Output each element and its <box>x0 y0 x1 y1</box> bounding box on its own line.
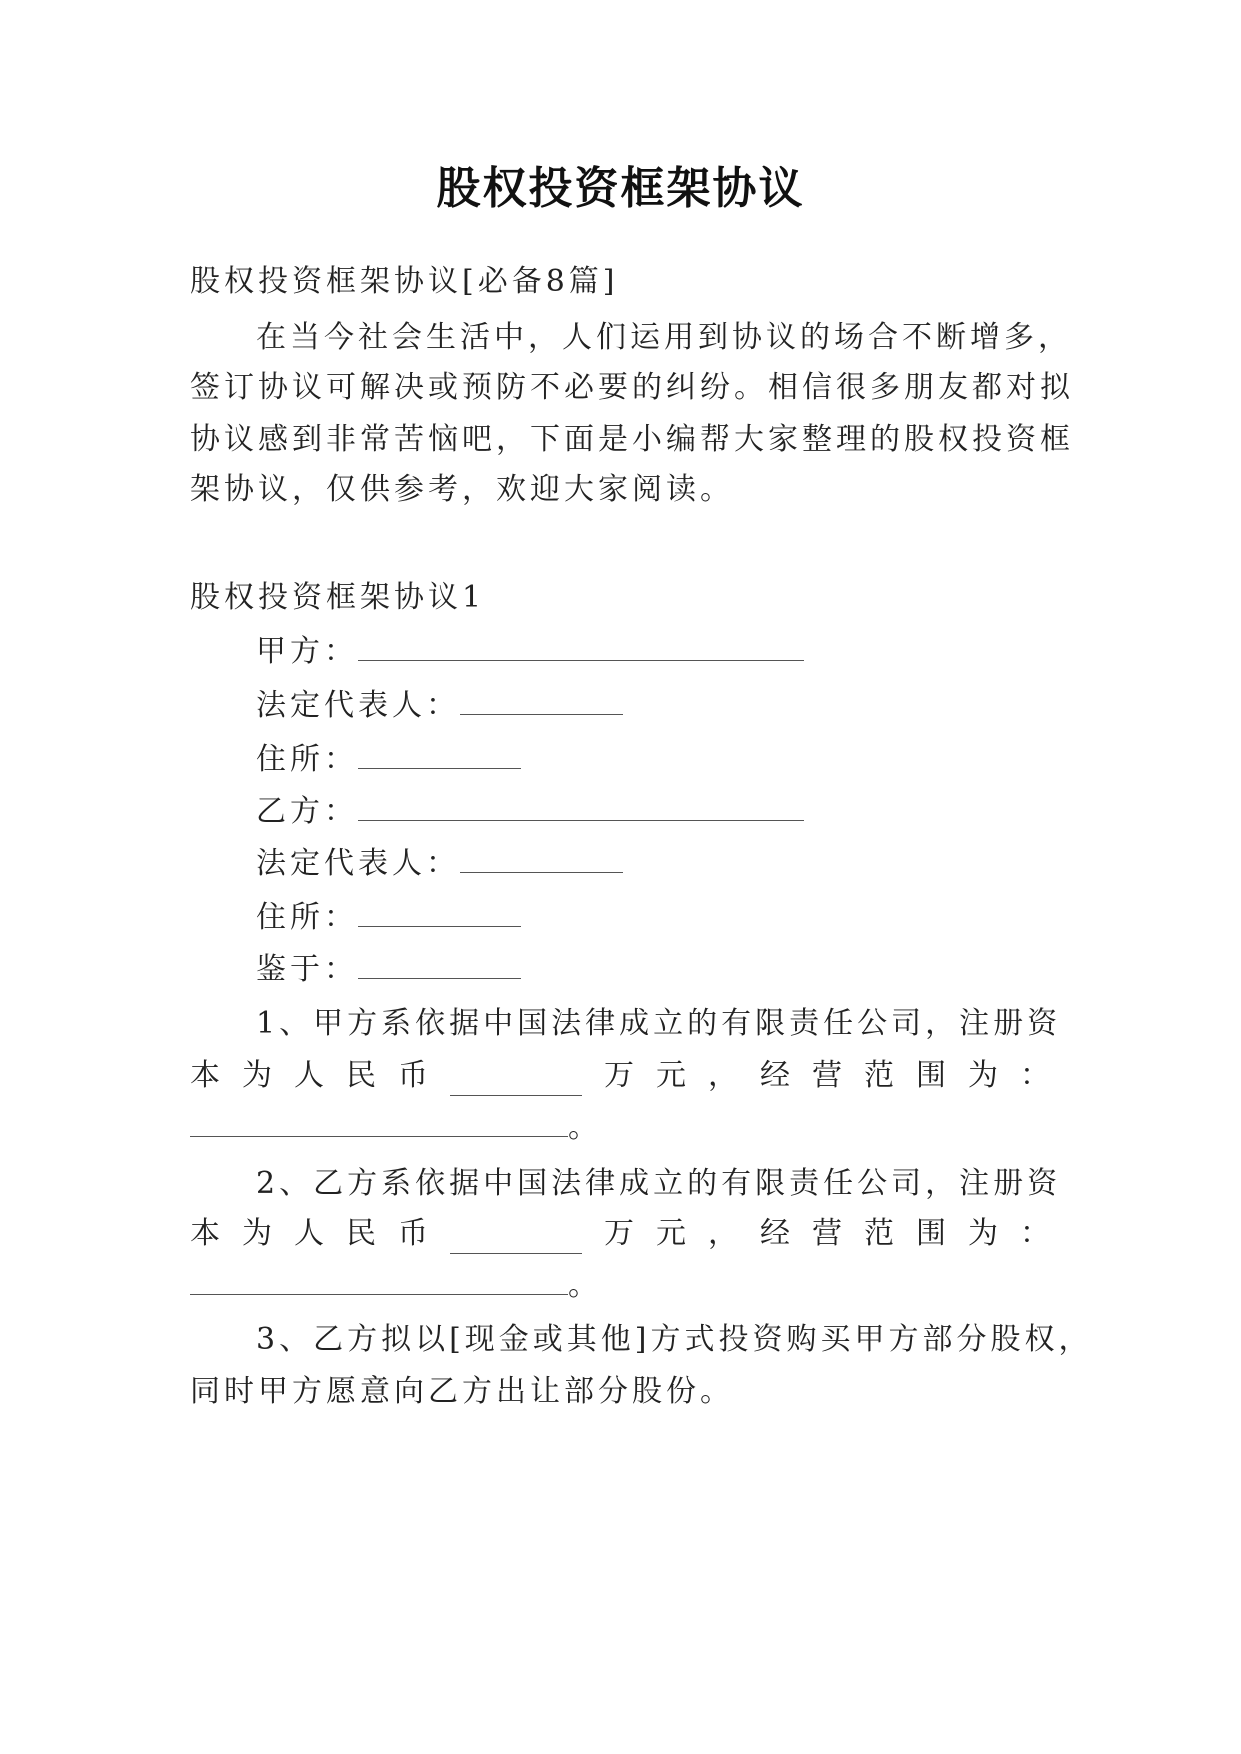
clause-1-word: 为 <box>242 1058 272 1093</box>
section-heading: 股权投资框架协议1 <box>190 580 486 615</box>
clause-1-word: 万 <box>604 1058 634 1093</box>
party-b-label: 乙方： <box>256 794 358 829</box>
clause-2-word: 围 <box>916 1216 946 1251</box>
clause-2-word: 为 <box>968 1216 998 1251</box>
legal-rep-b-label: 法定代表人： <box>256 846 460 881</box>
address-a-field <box>256 740 521 780</box>
address-a-label: 住所： <box>256 742 358 777</box>
legal-rep-a-label: 法定代表人： <box>256 688 460 723</box>
whereas-blank <box>358 950 521 979</box>
clause-1-word: 人 <box>294 1058 324 1093</box>
clause-2-word: 为 <box>242 1216 272 1251</box>
party-b-field <box>256 792 804 832</box>
clause-2-word: 经 <box>760 1216 790 1251</box>
clause-2-word: 元 <box>656 1216 686 1251</box>
legal-rep-a-field <box>256 686 623 726</box>
capital-blank <box>450 1225 582 1254</box>
party-a-field <box>256 632 804 672</box>
clause-1-word: ， <box>708 1058 738 1093</box>
clause-2-end: 。 <box>568 1268 602 1303</box>
address-b-field <box>256 898 521 938</box>
clause-1-line-3 <box>190 1108 602 1148</box>
document-subtitle: 股权投资框架协议[必备8篇] <box>190 264 619 299</box>
legal-rep-a-blank <box>460 686 623 715</box>
capital-blank <box>450 1067 582 1096</box>
clause-1-line-1: 1、甲方系依据中国法律成立的有限责任公司，注册资 <box>256 1006 1062 1041</box>
party-a-label: 甲方： <box>256 634 358 669</box>
intro-line-1: 在当今社会生活中，人们运用到协议的场合不断增多， <box>256 320 1072 355</box>
clause-1-word: 围 <box>916 1058 946 1093</box>
business-scope-blank <box>190 1108 568 1137</box>
clause-3-line-1: 3、乙方拟以[现金或其他]方式投资购买甲方部分股权， <box>256 1322 1093 1357</box>
intro-line-3: 协议感到非常苦恼吧，下面是小编帮大家整理的股权投资框 <box>190 422 1074 457</box>
clause-2-word: 本 <box>190 1216 220 1251</box>
document-title: 股权投资框架协议 <box>436 163 805 214</box>
clause-2-line-1: 2、乙方系依据中国法律成立的有限责任公司，注册资 <box>256 1166 1062 1201</box>
address-b-blank <box>358 898 521 927</box>
clause-2-word: ， <box>708 1216 738 1251</box>
party-a-blank <box>358 632 804 661</box>
business-scope-blank <box>190 1266 568 1295</box>
clause-1-line-2 <box>190 1056 1050 1096</box>
address-a-blank <box>358 740 521 769</box>
whereas-label: 鉴于： <box>256 952 358 987</box>
clause-2-word: 营 <box>812 1216 842 1251</box>
clause-2-line-2 <box>190 1214 1050 1254</box>
clause-1-word: 本 <box>190 1058 220 1093</box>
clause-2-word: 万 <box>604 1216 634 1251</box>
legal-rep-b-field <box>256 844 623 884</box>
clause-2-word: 人 <box>294 1216 324 1251</box>
clause-2-line-3 <box>190 1266 602 1306</box>
party-b-blank <box>358 792 804 821</box>
clause-1-word: 民 <box>346 1058 376 1093</box>
clause-2-word: 币 <box>398 1216 428 1251</box>
clause-1-word: 经 <box>760 1058 790 1093</box>
clause-1-end: 。 <box>568 1110 602 1145</box>
clause-1-word: 元 <box>656 1058 686 1093</box>
clause-1-word: 币 <box>398 1058 428 1093</box>
clause-1-word: ： <box>1020 1058 1050 1093</box>
clause-3-line-2: 同时甲方愿意向乙方出让部分股份。 <box>190 1374 734 1409</box>
address-b-label: 住所： <box>256 900 358 935</box>
whereas-field <box>256 950 521 990</box>
clause-1-word: 营 <box>812 1058 842 1093</box>
clause-2-word: ： <box>1020 1216 1050 1251</box>
clause-2-word: 民 <box>346 1216 376 1251</box>
intro-line-2: 签订协议可解决或预防不必要的纠纷。相信很多朋友都对拟 <box>190 370 1074 405</box>
clause-1-word: 为 <box>968 1058 998 1093</box>
intro-line-4: 架协议，仅供参考，欢迎大家阅读。 <box>190 472 734 507</box>
legal-rep-b-blank <box>460 844 623 873</box>
clause-2-word: 范 <box>864 1216 894 1251</box>
clause-1-word: 范 <box>864 1058 894 1093</box>
